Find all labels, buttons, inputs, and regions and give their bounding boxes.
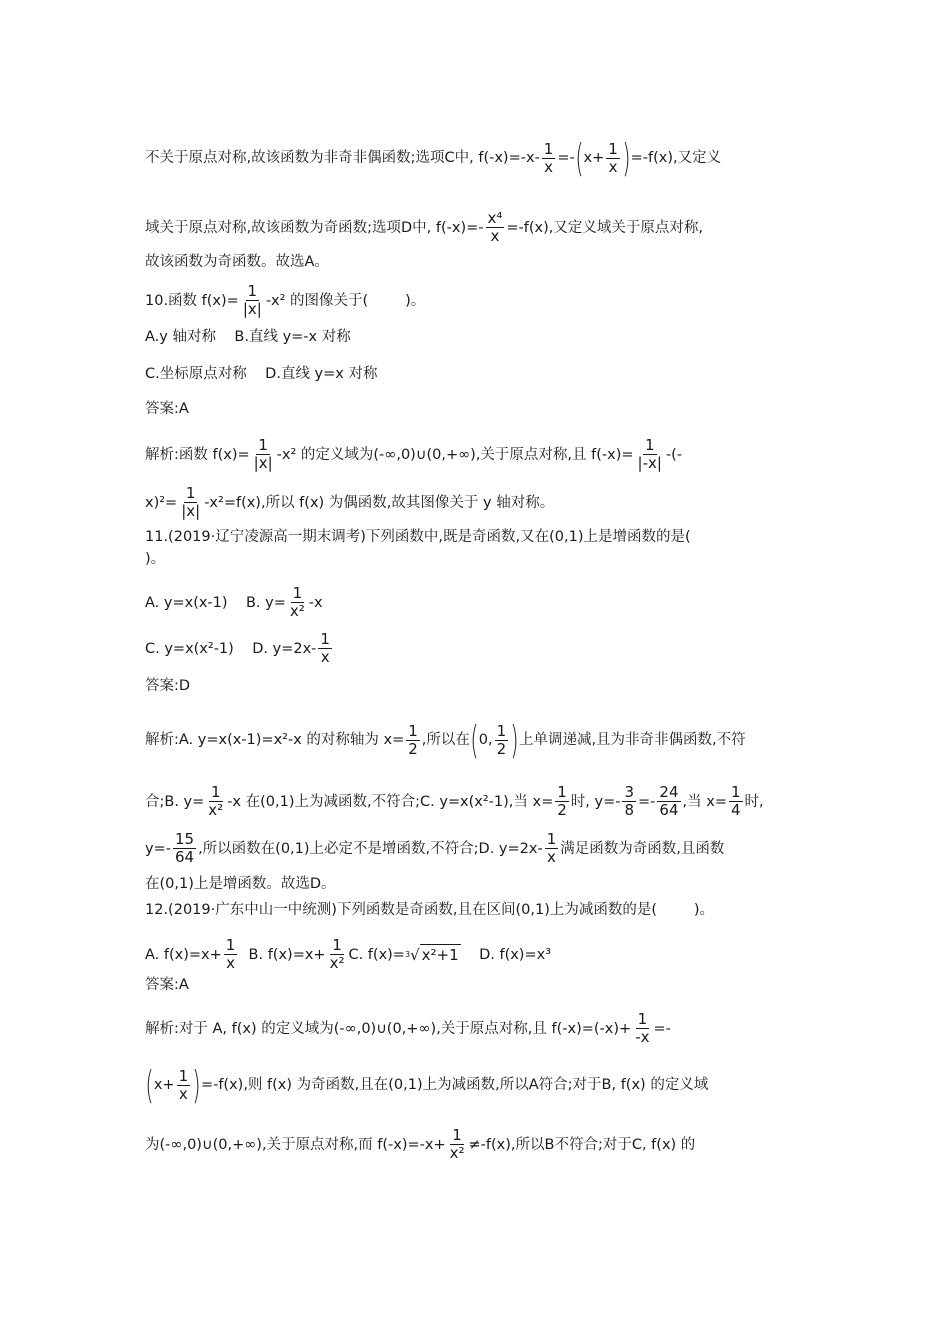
text-segment: 解析:A. y=x(x-1)=x²-x 的对称轴为 x=	[145, 732, 405, 748]
text-segment: 合;B. y=	[145, 793, 205, 810]
fraction	[448, 1127, 467, 1162]
fraction-numerator: 24	[659, 783, 679, 801]
text-segment: =-f(x),又定义	[630, 150, 722, 166]
text-segment: ,当 x=	[682, 793, 727, 810]
text-segment: 答案:A	[145, 401, 189, 417]
text-segment: -x 在(0,1)上为减函数,不符合;C. y=x(x²-1),当 x=	[227, 793, 554, 810]
fraction-numerator: 1	[210, 783, 221, 801]
text-segment: C. y=x(x²-1) D. y=2x-	[145, 640, 317, 657]
text-line	[145, 720, 810, 760]
fraction-numerator: 1	[225, 936, 236, 954]
text-line	[145, 437, 810, 472]
fraction-numerator: 1	[292, 584, 303, 602]
fraction-numerator: 15	[174, 830, 195, 848]
fraction	[729, 784, 743, 819]
text-segment: 故该函数为奇函数。故选A。	[145, 254, 329, 270]
text-segment: 在(0,1)上是增函数。故选D。	[145, 876, 336, 892]
fraction-numerator: 1	[185, 484, 196, 502]
text-segment: =-f(x),则 f(x) 为奇函数,且在(0,1)上为减函数,所以A符合;对于B, f(x) 的定义域	[200, 1077, 709, 1093]
fraction	[318, 631, 332, 666]
fraction	[288, 585, 307, 620]
cube-root	[405, 944, 461, 965]
text-segment: 不关于原点对称,故该函数为非奇非偶函数;选项C中, f(-x)=-x-	[145, 150, 540, 166]
radicand: x²+1	[421, 946, 459, 964]
text-segment: ,所以在	[421, 732, 470, 748]
parenthesized-expression	[145, 1065, 201, 1105]
fraction-denominator: x²	[208, 801, 224, 819]
fraction-denominator: x	[226, 954, 235, 972]
text-segment: 11.(2019·辽宁凌源高一期末调考)下列函数中,既是奇函数,又在(0,1)上是增函数的是(	[145, 529, 691, 545]
fraction	[555, 784, 569, 819]
fraction	[622, 784, 636, 819]
text-segment: 12.(2019·广东中山一中统测)下列函数是奇函数,且在区间(0,1)上为减函数的是( )。	[145, 902, 715, 918]
text-line	[145, 631, 810, 666]
fraction-denominator: x²	[329, 954, 345, 972]
fraction-denominator: x	[320, 648, 330, 666]
text-segment: A. y=x(x-1) B. y=	[145, 594, 286, 611]
fraction-numerator: 1	[258, 436, 268, 454]
text-line	[145, 527, 810, 547]
parenthesized-expression	[470, 720, 519, 760]
fraction-denominator: 64	[174, 848, 195, 866]
text-segment: 10.函数 f(x)=	[145, 292, 239, 309]
text-segment: -x² 的定义域为(-∞,0)∪(0,+∞),关于原点对称,且 f(-x)=	[276, 446, 634, 463]
fraction-denominator: 64	[659, 801, 679, 819]
text-segment: )。	[145, 551, 166, 567]
fraction-numerator: 1	[644, 436, 655, 454]
text-segment: =-	[557, 150, 575, 166]
fraction-denominator: 2	[496, 739, 507, 758]
text-line	[145, 252, 810, 272]
fraction	[224, 937, 238, 972]
text-line	[145, 831, 810, 866]
fraction-denominator: |x|	[242, 300, 262, 318]
left-paren: (	[145, 1063, 154, 1107]
text-segment: -x	[308, 594, 323, 611]
fraction	[542, 141, 556, 176]
root-index: 3	[404, 949, 411, 959]
text-segment: D. f(x)=x³	[460, 946, 552, 963]
fraction-numerator: 1	[557, 783, 567, 801]
text-segment: B. f(x)=x+	[239, 946, 326, 963]
paren-inner-text: 0,	[478, 732, 493, 748]
text-segment: y=-	[145, 840, 171, 857]
fraction	[495, 723, 509, 758]
fraction-denominator: x	[608, 157, 618, 176]
text-segment: 答案:D	[145, 678, 191, 694]
fraction-denominator: |x|	[253, 454, 273, 472]
text-segment: ,所以函数在(0,1)上必定不是增函数,不符合;D. y=2x-	[198, 840, 543, 857]
text-segment: 域关于原点对称,故该函数为奇函数;选项D中, f(-x)=-	[145, 219, 484, 236]
text-line	[145, 874, 810, 894]
text-line	[145, 283, 810, 318]
radical-sign: √	[410, 945, 420, 964]
fraction	[241, 283, 264, 318]
text-line	[145, 585, 810, 620]
text-line	[145, 1127, 810, 1162]
text-segment: =-f(x),又定义域关于原点对称,	[506, 219, 703, 236]
fraction	[545, 831, 559, 866]
paren-inner-text: x+	[153, 1077, 175, 1093]
text-line	[145, 399, 810, 419]
text-line	[145, 138, 810, 178]
text-segment: -x² 的图像关于( )。	[265, 292, 426, 309]
text-segment: A. f(x)=x+	[145, 946, 222, 963]
text-line	[145, 1011, 810, 1046]
fraction-denominator: 2	[557, 801, 567, 819]
text-segment: 答案:A	[145, 977, 189, 993]
text-segment: -(-	[665, 446, 683, 463]
fraction-denominator: 8	[624, 801, 635, 819]
text-segment: -x²=f(x),所以 f(x) 为偶函数,故其图像关于 y 轴对称。	[204, 494, 555, 511]
right-paren: )	[622, 136, 631, 180]
fraction	[328, 937, 347, 972]
fraction	[657, 784, 680, 819]
fraction-numerator: 1	[452, 1126, 462, 1144]
text-segment: 时,	[744, 793, 764, 810]
text-line	[145, 784, 810, 819]
fraction-numerator: 1	[320, 630, 330, 648]
text-segment: 上单调递减,且为非奇非偶函数,不符	[518, 732, 746, 748]
fraction-numerator: x⁴	[487, 209, 503, 227]
parenthesized-expression	[575, 138, 631, 178]
fraction	[177, 1068, 191, 1103]
text-segment: x)²=	[145, 494, 178, 511]
text-segment: 时, y=-	[570, 793, 621, 810]
fraction-denominator: |x|	[181, 502, 201, 520]
text-segment: =-	[653, 1020, 671, 1037]
fraction	[486, 210, 505, 245]
text-line	[145, 676, 810, 696]
left-paren: (	[575, 136, 584, 180]
text-segment: =-	[638, 793, 656, 810]
text-line	[145, 1065, 810, 1105]
text-segment: 解析:对于 A, f(x) 的定义域为(-∞,0)∪(0,+∞),关于原点对称,且 f(-x)=(-x)+	[145, 1020, 632, 1037]
text-line	[145, 210, 810, 245]
right-paren: )	[510, 718, 519, 762]
text-line	[145, 549, 810, 569]
fraction-numerator: 1	[247, 282, 258, 300]
fraction-numerator: 1	[408, 721, 418, 740]
text-segment: 解析:函数 f(x)=	[145, 446, 250, 463]
fraction	[406, 723, 420, 758]
fraction-numerator: 1	[496, 721, 507, 740]
paren-inner-text: x+	[583, 150, 605, 166]
fraction-numerator: 1	[178, 1066, 189, 1085]
fraction	[179, 485, 202, 520]
text-line	[145, 900, 810, 920]
fraction-denominator: x²	[449, 1144, 465, 1162]
fraction-denominator: x	[178, 1084, 188, 1103]
fraction-denominator: 2	[408, 739, 418, 758]
text-segment: 为(-∞,0)∪(0,+∞),关于原点对称,而 f(-x)=-x+	[145, 1136, 446, 1153]
fraction-numerator: 1	[332, 936, 342, 954]
fraction-denominator: x	[490, 227, 500, 245]
fraction-numerator: 1	[637, 1010, 648, 1028]
fraction-denominator: -x	[635, 1028, 650, 1046]
text-line	[145, 975, 810, 995]
fraction-denominator: |-x|	[637, 454, 662, 472]
fraction-denominator: x²	[289, 602, 305, 620]
right-paren: )	[192, 1063, 201, 1107]
fraction-numerator: 3	[624, 783, 635, 801]
fraction-denominator: 4	[730, 801, 741, 819]
text-line	[145, 485, 810, 520]
fraction	[173, 831, 196, 866]
text-line	[145, 327, 810, 347]
fraction-numerator: 1	[543, 139, 554, 158]
text-segment: C.坐标原点对称 D.直线 y=x 对称	[145, 366, 378, 382]
fraction-denominator: x	[544, 157, 553, 176]
text-segment: C. f(x)=	[348, 946, 405, 963]
text-segment: A.y 轴对称 B.直线 y=-x 对称	[145, 329, 351, 345]
text-line	[145, 364, 810, 384]
left-paren: (	[470, 718, 479, 762]
fraction-denominator: x	[547, 848, 556, 866]
fraction-numerator: 1	[608, 139, 618, 158]
fraction	[636, 437, 664, 472]
text-segment: ≠-f(x),所以B不符合;对于C, f(x) 的	[468, 1136, 696, 1153]
fraction-numerator: 1	[546, 830, 557, 848]
text-segment: 满足函数为奇函数,且函数	[560, 840, 725, 857]
fraction	[206, 784, 225, 819]
fraction	[606, 141, 620, 176]
fraction	[252, 437, 275, 472]
fraction	[633, 1011, 651, 1046]
text-line	[145, 937, 810, 972]
fraction-numerator: 1	[730, 783, 741, 801]
